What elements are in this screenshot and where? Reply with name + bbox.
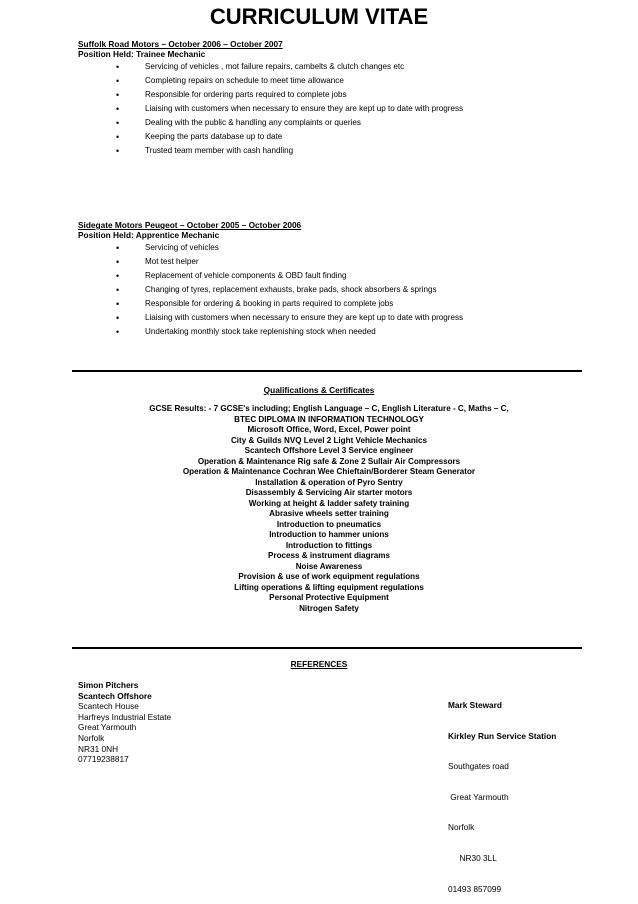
reference-company: Scantech Offshore (78, 690, 152, 701)
qualification-item: Introduction to pneumatics (276, 519, 382, 529)
reference-company: Kirkley Run Service Station (448, 730, 557, 741)
qualification-item: Provision & use of work equipment regulations (238, 572, 420, 581)
bullet-icon: • (116, 257, 120, 267)
duty-item: • Responsible for ordering & booking in parts required to complete jobs (116, 299, 394, 309)
reference-postcode: NR30 3LL (448, 852, 497, 863)
reference-address-line: Great Yarmouth (78, 722, 137, 733)
job-1-heading: Suffolk Road Motors – October 2006 – October 2007 (78, 39, 283, 49)
reference-phone: 01493 857099 (448, 883, 502, 894)
duty-item: • Responsible for ordering parts required to complete jobs (116, 90, 347, 100)
reference-address-line: Southgates road (448, 761, 509, 772)
qualification-item: Installation & operation of Pyro Sentry (255, 477, 403, 487)
reference-address-line: Scantech House (78, 701, 139, 712)
job-2-position: Position Held: Apprentice Mechanic (78, 230, 220, 240)
bullet-icon: • (116, 313, 120, 323)
bullet-icon: • (116, 118, 120, 128)
qualification-item: Process & instrument diagrams (268, 551, 390, 560)
duty-item: • Mot test helper (116, 257, 199, 267)
qualification-item: Personal Protective Equipment (269, 593, 389, 602)
duty-item: • Liaising with customers when necessary to ensure they are kept up to date with progress (116, 313, 464, 323)
qualifications-title: Qualifications & Certificates (263, 385, 375, 395)
duty-item: • Servicing of vehicles (116, 243, 219, 253)
bullet-icon: • (116, 146, 120, 156)
qualification-item: Working at height & ladder safety training (248, 498, 410, 508)
qualification-item: Operation & Maintenance Rig safe & Zone 2 Sullair Air Compressors (197, 456, 461, 466)
job-1-position: Position Held: Trainee Mechanic (78, 49, 206, 59)
bullet-icon: • (116, 104, 120, 114)
bullet-icon: • (116, 132, 120, 142)
section-divider (72, 370, 582, 372)
qualification-item: Lifting operations & lifting equipment regulations (234, 582, 424, 592)
reference-phone: 07719238817 (78, 754, 129, 765)
bullet-icon: • (116, 90, 120, 100)
section-divider (72, 647, 582, 649)
duty-item: • Undertaking monthly stock take replenishing stock when needed (116, 327, 376, 337)
qualification-item: Noise Awareness (295, 561, 363, 571)
reference-name: Mark Steward (448, 700, 502, 710)
bullet-icon: • (116, 285, 120, 295)
job-1-duties (0, 60, 463, 158)
duty-item: • Trusted team member with cash handling (116, 146, 294, 156)
qualification-item: Introduction to hammer unions (269, 530, 389, 539)
qualification-item: City & Guilds NVQ Level 2 Light Vehicle Mechanics (230, 435, 428, 445)
qualification-item: Disassembly & Servicing Air starter motors (245, 488, 413, 497)
bullet-icon: • (116, 271, 120, 281)
qualification-item: Operation & Maintenance Cochran Wee Chieftain/Borderer Steam Generator (182, 467, 476, 476)
job-2-heading: Sidegate Motors Peugeot – October 2005 – October 2006 (78, 220, 302, 230)
qualification-item: BTEC DIPLOMA IN INFORMATION TECHNOLOGY (234, 414, 424, 424)
reference-address-line: Harfreys Industrial Estate (78, 711, 172, 722)
duty-item: • Replacement of vehicle components & OBD fault finding (116, 271, 347, 281)
reference-address-line: Great Yarmouth (448, 791, 509, 802)
reference-address-line: Norfolk (78, 732, 105, 743)
bullet-icon: • (116, 327, 120, 337)
reference-right (448, 680, 556, 904)
duty-item: • Servicing of vehicles , mot failure repairs, cambelts & clutch changes etc (116, 62, 405, 72)
reference-address-line: Norfolk (448, 822, 475, 833)
duty-item: • Liaising with customers when necessary to ensure they are kept up to date with progress (116, 104, 464, 114)
references-title: REFERENCES (290, 659, 348, 669)
bullet-icon: • (116, 243, 120, 253)
qualifications-list (0, 404, 638, 614)
duty-item: • Keeping the parts database up to date (116, 132, 283, 142)
bullet-icon: • (116, 62, 120, 72)
duty-item: • Dealing with the public & handling any complaints or queries (116, 118, 361, 128)
reference-postcode: NR31 0NH (78, 743, 119, 754)
duty-item: • Changing of tyres, replacement exhausts, brake pads, shock absorbers & springs (116, 285, 437, 295)
reference-left (78, 680, 171, 765)
duty-item: • Completing repairs on schedule to meet time allowance (116, 76, 344, 86)
bullet-icon: • (116, 299, 120, 309)
qualification-item: Nitrogen Safety (299, 603, 359, 613)
job-2-duties (0, 241, 463, 339)
qualification-item: Scantech Offshore Level 3 Service engineer (244, 446, 414, 455)
qualification-item: Microsoft Office, Word, Excel, Power point (247, 425, 411, 434)
qualification-item: Abrasive wheels setter training (269, 509, 389, 518)
qualification-item: Introduction to fittings (285, 540, 373, 550)
cv-title: CURRICULUM VITAE (209, 4, 429, 29)
bullet-icon: • (116, 76, 120, 86)
qualification-item: GCSE Results: - 7 GCSE's including; English Language – C, English Literature - C, Maths – C, (149, 404, 509, 413)
reference-name: Simon Pitchers (78, 680, 139, 690)
